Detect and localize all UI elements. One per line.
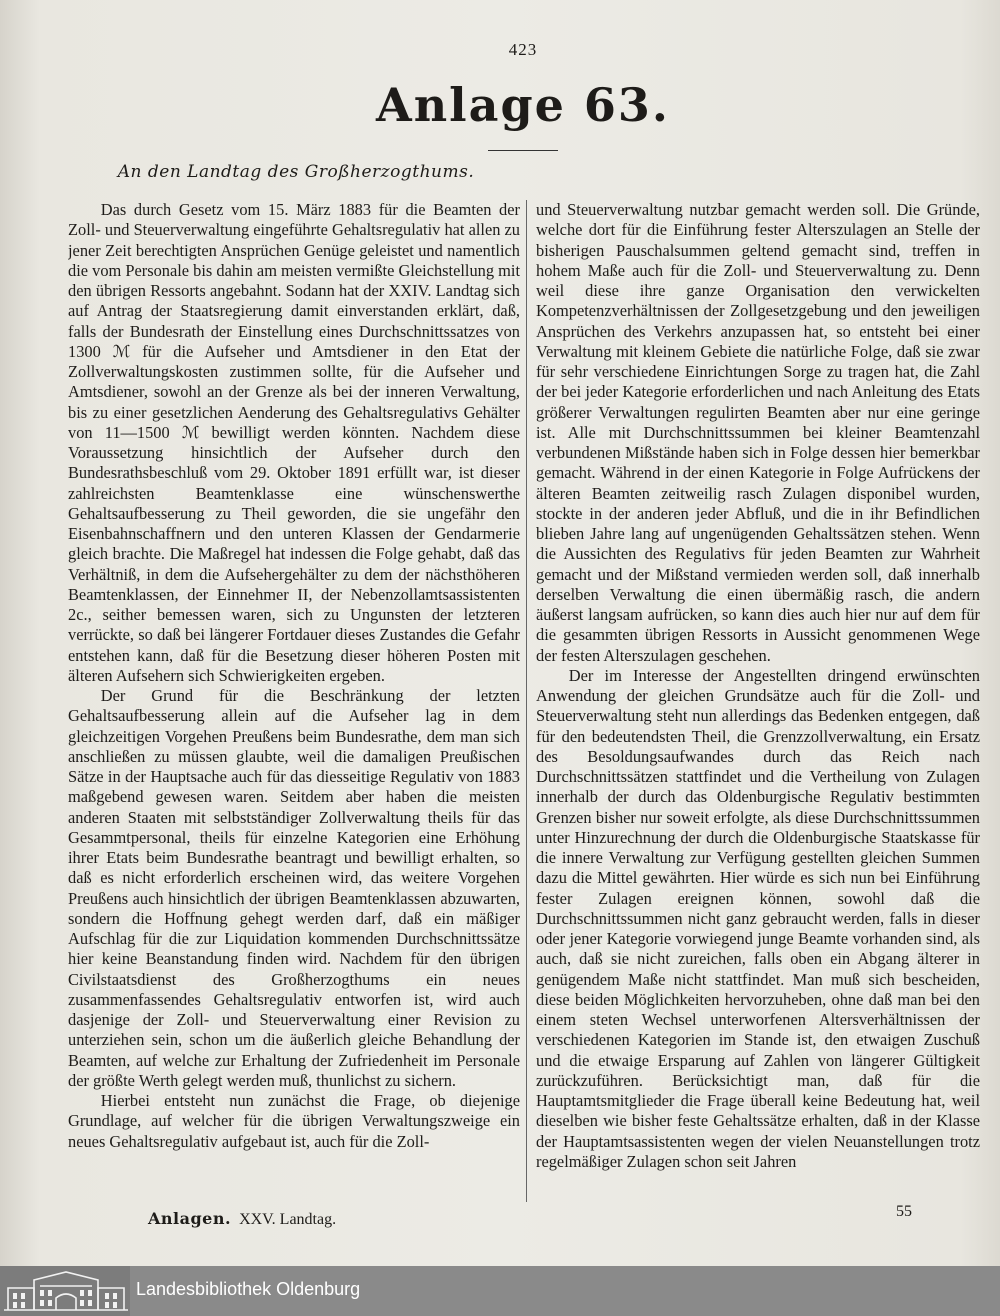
footer-session: XXV. Landtag. [239,1211,337,1228]
paragraph: Das durch Gesetz vom 15. März 1883 für die Beamten der Zoll- und Steuerverwaltung eingeführte Gehaltsregulativ hat allen zu jener Zeit berechtigten Ansprüchen Genüge geleistet und namentlich die vom Personale bis dahin am meisten vermißte Gleichstellung mit den übrigen Ressorts angebahnt. Sodann hat der XXIV. Landtag sich auf Antrag der Staatsregierung damit einverstanden erklärt, daß, falls der Bundesrath der Einstellung eines Durchschnittssatzes von 1300 ℳ für die Aufseher und Amtsdiener in den Etat der Zollverwaltungskosten zustimmen sollte, für die Aufseher und Amtsdiener, sowohl an der Grenze als bei der inneren Verwaltung, bis zu einer gesetzlichen Aenderung des Gehaltsregulativs Gehälter von 11—1500 ℳ bewilligt werden könnten. Nachdem diese Voraussetzung hinsichtlich der Aufseher durch den Bundesrathsbeschluß vom 29. Oktober 1891 erfüllt war, ist dieser zahlreichsten Beamtenklasse eine wünschenswerthe Gehaltsaufbesserung zu Theil geworden, die sie ungefähr den Eisenbahnschaffnern und den unteren Klassen der Gendarmerie gleich brachte. Die Maßregel hat indessen die Folge gehabt, daß das Verhältniß, in dem die Aufsehergehälter zu dem der nächsthöheren Beamtenklassen, der Einnehmer II, der Nebenzollamtsassistenten 2c., seither bemessen waren, sich zu Ungunsten der letzteren verrückte, so daß bei längerer Fortdauer dieses Zustandes die Gefahr entstehen kann, daß für die Besetzung dieser höheren Posten mit älteren Aufsehern sich Schwierigkeiten ergeben. [68,200,520,685]
left-column [68,200,520,1204]
page-footer [148,1209,336,1229]
page-number: 423 [508,40,538,59]
paragraph: Der im Interesse der Angestellten dringend erwünschten Anwendung der gleichen Grundsätze auch für die Zoll- und Steuerverwaltung steht nun allerdings das Bedenken entgegen, daß für den bedeutendsten Theil, die Grenzzollverwaltung, ein Ersatz des Besoldungsaufwandes durch das Reich nach Durchschnittssätzen stattfindet und die Vertheilung von Zulagen innerhalb der durch das Oldenburgische Regulativ bestimmten Grenzen bisher nur soweit erfolgte, als diese Durchschnittssummen unter Hinzurechnung der durch die Oldenburgische Staatskasse für die innere Verwaltung zur Verfügung gestellten gleichen Summen dazu die Mittel gewährten. Hier würde es sich nun bei Einführung fester Zulagen ereignen können, sowohl daß die Durchschnittssummen nicht ganz gebraucht werden, falls in dieser oder jener Kategorie vorwiegend junge Beamte vorhanden sind, als auch, daß sie nicht zureichen, falls oben ein Abgang älterer in genügendem Maße nicht stattfindet. Man muß sich bescheiden, diese beiden Möglichkeiten hervorzuheben, ohne daß man bei den einem steten Wechsel unterworfenen Altersverhältnissen der verschiedenen Kategorien im Stande ist, den etwaigen Zuschuß und die etwaige Ersparung auf Zahlen von längerer Gültigkeit zurückzuführen. Berücksichtigt man, daß für die Hauptamtsmitglieder die Frage überall keine Bedeutung hat, weil dieselben wie bisher feste Gehaltssätze erhalten, daß in der Klasse der Hauptamtsassistenten wegen der vielen Neuanstellungen trotz regelmäßiger Zulagen schon seit Jahren [536,665,980,1171]
title-rule [488,150,558,151]
footer-label: Anlagen. [148,1209,232,1228]
right-column [536,200,980,1204]
library-banner [0,1266,1000,1316]
library-building-icon [0,1266,130,1316]
column-divider [526,200,527,1202]
sheet-number: 55 [896,1203,912,1220]
library-name[interactable]: Landesbibliothek Oldenburg [136,1279,361,1299]
paragraph: und Steuerverwaltung nutzbar gemacht werden soll. Die Gründe, welche dort für die Einführung fester Alterszulagen an Stelle der bisherigen Pauschalsummen geltend gemacht sind, treffen in hohem Maße auch für die Zoll- und Steuerverwaltung zu. Denn weil diese ihre ganze Organisation den verwickelten Kompetenzverhältnissen der Zollgesetzgebung und den jeweiligen Ansprüchen des Verkehrs anzupassen hat, so entsteht bei einer Verwaltung mit kleinem Gebiete die natürliche Folge, daß sie zwar für sehr verschiedene Einrichtungen Sorge zu tragen hat, die Zahl der bei jeder Kategorie erforderlichen und nach Anleitung des Etats größerer Verwaltungen regulirten Beamten aber nur eine geringe ist. Alle mit Durchschnittssummen bei kleiner Beamtenzahl verbundenen Mißstände haben sich in Folge dessen hier bemerkbar gemacht. Während in der einen Kategorie in Folge Aufrückens der älteren Beamten zeitweilig rasch Zulagen disponibel wurden, stockte in der anderen jeder Abfluß, und die in ihr Befindlichen blieben Jahre lang auf ungenügenden Gehaltssätzen stehen. Wenn die Aussichten des Regulativs für jeden Beamten zur Wahrheit gemacht und der Mißstand vermieden werden soll, daß innerhalb derselben Verwaltung die einen übermäßig rasch, die andern äußerst langsam aufrücken, so kann dies auch hier nur auf dem für die gesammten übrigen Ressorts in Aussicht genommenen Wege der festen Alterszulagen geschehen. [536,200,980,665]
paragraph: Hierbei entsteht nun zunächst die Frage, ob diejenige Grundlage, auf welcher für die übrigen Verwaltungszweige ein neues Gehaltsregulativ aufgebaut ist, auch für die Zoll- [68,1091,520,1151]
paragraph: Der Grund für die Beschränkung der letzten Gehaltsaufbesserung allein auf die Aufseher lag in dem gleichzeitigen Vorgehen Preußens beim Bundesrathe, dem man sich anschließen zu müssen glaubte, weil die damaligen Preußischen Sätze in der Hauptsache auch für das diesseitige Regulativ von 1883 maßgebend gewesen waren. Seitdem aber haben die meisten anderen Staaten mit selbstständiger Zollverwaltung theils für das Gesammtpersonal, theils für einzelne Kategorien eine Erhöhung ihrer Etats beim Bundesrathe beantragt und bewilligt erhalten, so daß es nicht erforderlich erscheinen wird, das weitere Vorgehen Preußens auch hinsichtlich der übrigen Beamtenklassen abzuwarten, sondern die Hoffnung gehegt werden darf, daß ein mäßiger Aufschlag für die zur Liquidation kommenden Durchschnittssätze hier keine Beanstandung finden wird. Nachdem für den übrigen Civilstaatsdienst des Großherzogthums ein neues zusammenfassendes Gehaltsregulativ entworfen ist, wird auch dasjenige der Zoll- und Steuerverwaltung einer Revision zu unterziehen sein, schon um die äußerlich gleiche Behandlung der Beamten, auf welche zur Erhaltung der Zufriedenheit im Personale der größte Werth gelegt werden muß, thunlichst zu sichern. [68,686,520,1090]
address-line: An den Landtag des Großherzogthums. [117,162,475,182]
page-title: Anlage 63. [376,78,670,132]
